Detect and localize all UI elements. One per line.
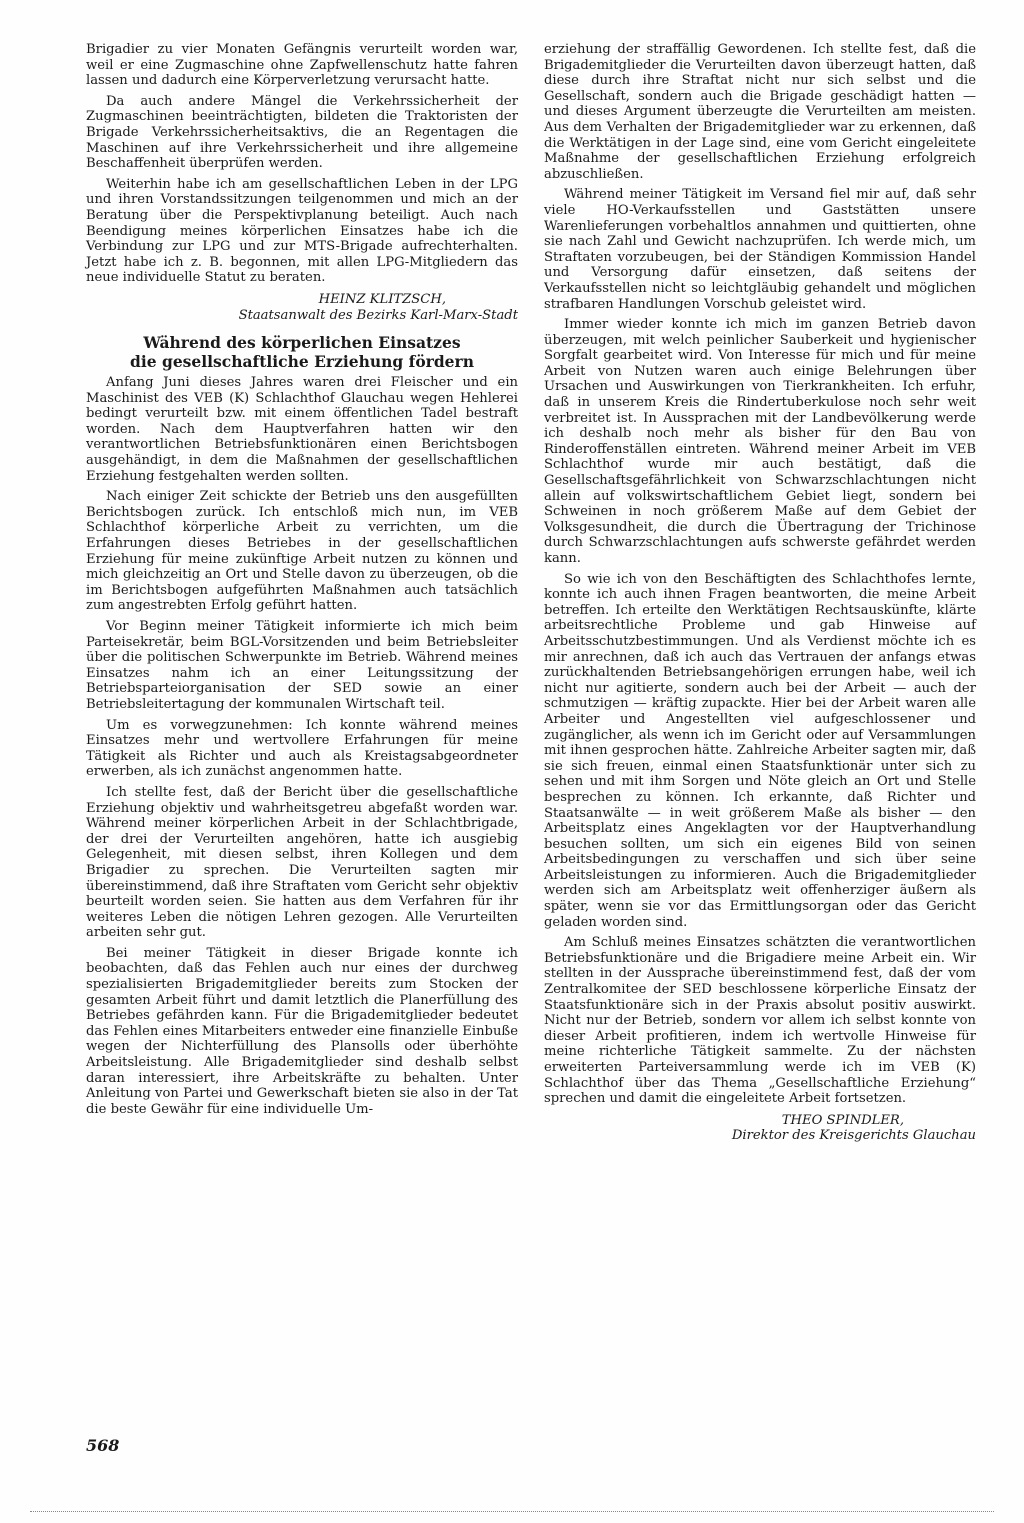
signature-title: Direktor des Kreisgerichts Glauchau — [731, 1128, 976, 1144]
paragraph: Anfang Juni dieses Jahres waren drei Fleischer und ein Maschinist des VEB (K) Schlachthof Glauchau wegen Hehlerei bedingt verurteilt bzw. mit einem öffentlichen Tadel bestraft worden. Nach dem Hauptverfahren hatten wir den verantwortlichen Betriebsfunktionären einen Berichtsbogen ausgehändigt, in dem die Maßnahmen der gesellschaftlichen Erziehung festgehalten werden sollten. — [86, 375, 518, 484]
left-column — [86, 42, 518, 1122]
signature-title: Staatsanwalt des Bezirks Karl-Marx-Stadt — [238, 307, 518, 323]
paragraph: Ich stellte fest, daß der Bericht über die gesellschaftliche Erziehung objektiv und wahrheitsgetreu abgefaßt worden war. Während meiner körperlichen Arbeit in der Schlachtbrigade, der drei der Verurteilten angehören, hatte ich ausgiebig Gelegenheit, mit diesen selbst, ihren Kollegen und dem Brigadier zu sprechen. Die Verurteilten sagten mir übereinstimmend, daß ihre Straftaten vom Gericht sehr objektiv beurteilt worden seien. Sie hatten aus dem Verfahren für ihr weiteres Leben die nötigen Lehren gezogen. Alle Verurteilten arbeiten sehr gut. — [86, 784, 518, 941]
right-column — [544, 42, 976, 1148]
article-title-line: die gesellschaftliche Erziehung fördern — [130, 352, 474, 372]
paragraph: Immer wieder konnte ich mich im ganzen Betrieb davon überzeugen, mit welch peinlicher Sauberkeit und hygienischer Sorgfalt gearbeitet wird. Von Interesse für mich und für meine Arbeit von Nutzen waren auch einige Belehrungen über Ursachen und Auswirkungen von Tierkrankheiten. Ich erfuhr, daß in unserem Kreis die Rindertuberkulose noch sehr weit verbreitet ist. In Aussprachen mit der Landbevölkerung werde ich deshalb noch mehr als bisher für den Bau von Rinderoffenställen eintreten. Während meiner Arbeit im VEB Schlachthof wurde mir auch bestätigt, daß die Gesellschaftsgefährlichkeit von Schwarzschlachtungen nicht allein auf volkswirtschaftlichem Gebiet liegt, sondern bei Schweinen in noch größerem Maße auf dem Gebiet der Volksgesundheit, die durch die Übertragung der Trichinose durch Schwarzschlachtungen aufs schwerste gefährdet werden kann. — [544, 317, 976, 566]
signature-name: THEO SPINDLER, — [781, 1112, 904, 1128]
paragraph: erziehung der straffällig Gewordenen. Ich stellte fest, daß die Brigademitglieder die Verurteilten davon überzeugt hatten, daß diese durch ihre Straftat nicht nur sich selbst und die Gesellschaft, sondern auch die Brigade geschädigt hatten — und dieses Argument überzeugte die Verurteilten am meisten. Aus dem Verhalten der Brigademitglieder war zu erkennen, daß die Werktätigen in der Lage sind, eine vom Gericht eingeleitete Maßnahme der gesellschaftlichen Erziehung erfolgreich abzuschließen. — [544, 42, 976, 182]
signature-klitzsch — [86, 292, 518, 323]
paragraph: Nach einiger Zeit schickte der Betrieb uns den ausgefüllten Berichtsbogen zurück. Ich entschloß mich nun, im VEB Schlachthof körperliche Arbeit zu verrichten, um die Erfahrungen dieses Betriebes in der gesellschaftlichen Erziehung für meine zukünftige Arbeit nutzen zu können und mich gleichzeitig an Ort und Stelle davon zu überzeugen, ob die im Berichtsbogen aufgeführten Maßnahmen auch tatsächlich zum angestrebten Erfolg geführt hatten. — [86, 489, 518, 614]
paragraph: Während meiner Tätigkeit im Versand fiel mir auf, daß sehr viele HO-Verkaufsstellen und Gaststätten unsere Warenlieferungen vorbehaltlos annahmen und quittierten, ohne sie nach Zahl und Gewicht nachzuprüfen. Ich werde mich, um Straftaten vorzubeugen, bei der Ständigen Kommission Handel und Versorgung dafür einsetzen, daß seitens der Verkaufsstellen nicht so leichtgläubig gehandelt und möglichen strafbaren Handlungen Vorschub geleistet wird. — [544, 187, 976, 312]
paragraph: Um es vorwegzunehmen: Ich konnte während meines Einsatzes mehr und wertvollere Erfahrungen für meine Tätigkeit als Richter und auch als Kreistagsabgeordneter erwerben, als ich zunächst angenommen hatte. — [86, 717, 518, 780]
paragraph: Am Schluß meines Einsatzes schätzten die verantwortlichen Betriebsfunktionäre und die Brigadiere meine Arbeit ein. Wir stellten in der Aussprache übereinstimmend fest, daß der vom Zentralkomitee der SED beschlossene körperliche Einsatz der Staatsfunktionäre sich in der Praxis absolut positiv auswirkt. Nicht nur der Betrieb, sondern vor allem ich selbst konnte von dieser Arbeit profitieren, indem ich wertvolle Hinweise für meine richterliche Tätigkeit sammelte. Zu der nächsten erweiterten Parteiversammlung werde ich im VEB (K) Schlachthof über das Thema „Gesellschaftliche Erziehung“ sprechen und damit die eingeleitete Arbeit fortsetzen. — [544, 935, 976, 1107]
paragraph: Weiterhin habe ich am gesellschaftlichen Leben in der LPG und ihren Vorstandssitzungen teilgenommen und mich an der Beratung über die Perspektivplanung beteiligt. Auch nach Beendigung meines körperlichen Einsatzes habe ich die Verbindung zur LPG und zur MTS-Brigade aufrechterhalten. Jetzt habe ich z. B. begonnen, mit allen LPG-Mitgliedern das neue individuelle Statut zu beraten. — [86, 176, 518, 286]
paragraph: Brigadier zu vier Monaten Gefängnis verurteilt worden war, weil er eine Zugmaschine ohne Zapfwellenschutz hatte fahren lassen und dadurch eine Körperverletzung verursacht hatte. — [86, 42, 518, 89]
article-title — [86, 333, 518, 371]
paragraph: Bei meiner Tätigkeit in dieser Brigade konnte ich beobachten, daß das Fehlen auch nur eines der durchweg spezialisierten Brigademitglieder bereits zum Stocken der gesamten Arbeit führt und damit letztlich die Planerfüllung des Betriebes gefährden kann. Für die Brigademitglieder bedeutet das Fehlen eines Mitarbeiters entweder eine finanzielle Einbuße wegen der Nichterfüllung des Plansolls oder überhöhte Arbeitsleistung. Alle Brigademitglieder sind deshalb selbst daran interessiert, ihre Arbeitskräfte zu behalten. Unter Anleitung von Partei und Gewerkschaft bieten sie also in der Tat die beste Gewähr für eine individuelle Um- — [86, 945, 518, 1117]
paragraph: Da auch andere Mängel die Verkehrssicherheit der Zugmaschinen beeinträchtigten, bildeten die Traktoristen der Brigade Verkehrssicherheitsaktivs, die an Regentagen die Maschinen auf ihre Verkehrssicherheit und ihre allgemeine Beschaffenheit überprüfen werden. — [86, 93, 518, 172]
signature-name: HEINZ KLITZSCH, — [318, 291, 446, 307]
signature-spindler — [544, 1113, 976, 1144]
bottom-divider — [30, 1511, 994, 1512]
page-number: 568 — [86, 1436, 120, 1455]
paragraph: Vor Beginn meiner Tätigkeit informierte ich mich beim Parteisekretär, beim BGL-Vorsitzenden und beim Betriebsleiter über die politischen Schwerpunkte im Betrieb. Während meines Einsatzes nahm ich an einer Leitungssitzung der Betriebsparteiorganisation der SED sowie an einer Betriebsleitertagung der kommunalen Wirtschaft teil. — [86, 619, 518, 712]
paragraph: So wie ich von den Beschäftigten des Schlachthofes lernte, konnte ich auch ihnen Fragen beantworten, die meine Arbeit betreffen. Ich erteilte den Werktätigen Rechtsauskünfte, klärte arbeitsrechtliche Probleme und gab Hinweise auf Arbeitsschutzbestimmungen. Und als Verdienst möchte ich es mir anrechnen, daß ich auch das Vertrauen der anfangs etwas zurückhaltenden Betriebsangehörigen errungen habe, weil ich nicht nur agitierte, sondern auch bei der Arbeit — auch der schmutzigen — kräftig zupackte. Hier bei der Arbeit waren alle Arbeiter und Angestellten viel aufgeschlossener und zugänglicher, als wenn ich im Gericht oder auf Versammlungen mit ihnen gesprochen hätte. Zahlreiche Arbeiter sagten mir, daß sie sich freuen, einmal einen Staatsfunktionär unter sich zu sehen und mit ihm Sorgen und Nöte gleich an Ort und Stelle besprechen zu können. Ich erkannte, daß Richter und Staatsanwälte — in weit größerem Maße als bisher — den Arbeitsplatz eines Angeklagten vor der Hauptverhandlung besuchen sollten, um sich ein eigenes Bild von seinen Arbeitsbedingungen zu verschaffen und sich über seine Arbeitsleistungen zu informieren. Auch die Brigademitglieder werden sich am Arbeitsplatz weit offenherziger äußern als später, wenn sie vor das Ermittlungsorgan oder das Gericht geladen worden sind. — [544, 571, 976, 930]
article-title-line: Während des körperlichen Einsatzes — [143, 333, 461, 353]
